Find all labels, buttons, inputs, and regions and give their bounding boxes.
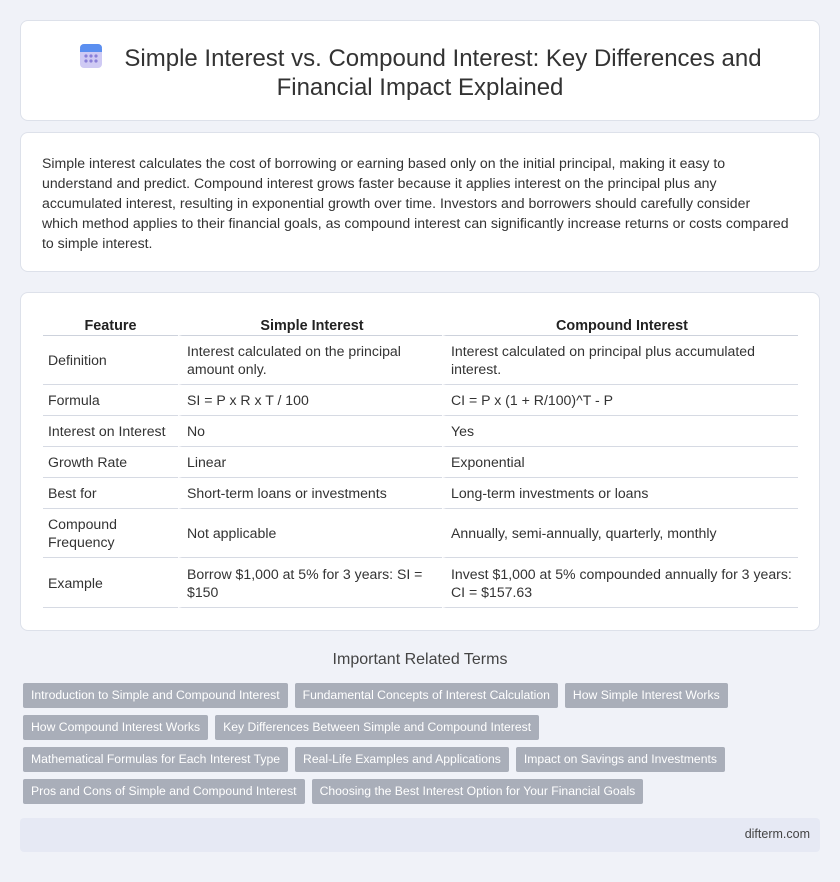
row-label: Definition [43, 336, 178, 385]
table-row [43, 478, 798, 509]
footer-bar [20, 818, 820, 852]
compound-value: Interest calculated on principal plus accumulated interest. [442, 336, 798, 385]
summary-card [20, 132, 820, 272]
related-term-link[interactable]: How Compound Interest Works [23, 715, 208, 740]
simple-value: SI = P x R x T / 100 [178, 385, 442, 416]
title-line-1: Simple Interest vs. Compound Interest: Key Differences and [124, 45, 762, 72]
related-term-link[interactable]: How Simple Interest Works [565, 683, 728, 708]
summary-paragraph: Simple interest calculates the cost of borrowing or earning based only on the initial principal, making it easy to understand and predict. Compound interest grows faster because it applies interest on the principal plus any accumulated interest, resulting in exponential growth over time. Investors and borrowers should carefully consider which method applies to their financial goals, as compound interest can significantly increase returns or costs compared to simple interest. [42, 155, 789, 251]
page-title [21, 43, 819, 102]
comparison-card [20, 292, 820, 631]
calculator-icon [78, 43, 104, 69]
table-row [43, 385, 798, 416]
comparison-table [43, 315, 798, 608]
compound-value: Invest $1,000 at 5% compounded annually for 3 years: CI = $157.63 [442, 558, 798, 608]
compound-value: Annually, semi-annually, quarterly, monthly [442, 509, 798, 558]
compound-value: Long-term investments or loans [442, 478, 798, 509]
simple-value: Not applicable [178, 509, 442, 558]
compound-value: Yes [442, 416, 798, 447]
row-label: Interest on Interest [43, 416, 178, 447]
table-row [43, 558, 798, 608]
simple-value: No [178, 416, 442, 447]
related-term-link[interactable]: Choosing the Best Interest Option for Your Financial Goals [312, 779, 644, 804]
simple-value: Interest calculated on the principal amount only. [178, 336, 442, 385]
related-term-link[interactable]: Impact on Savings and Investments [516, 747, 725, 772]
row-label: Growth Rate [43, 447, 178, 478]
row-label: Example [43, 558, 178, 608]
table-row [43, 509, 798, 558]
row-label: Best for [43, 478, 178, 509]
related-terms-list [23, 683, 803, 811]
related-term-link[interactable]: Pros and Cons of Simple and Compound Interest [23, 779, 305, 804]
site-credit[interactable]: difterm.com [744, 827, 810, 841]
compound-value: CI = P x (1 + R/100)^T - P [442, 385, 798, 416]
related-term-link[interactable]: Fundamental Concepts of Interest Calculation [295, 683, 558, 708]
simple-value: Borrow $1,000 at 5% for 3 years: SI = $150 [178, 558, 442, 608]
related-term-link[interactable]: Introduction to Simple and Compound Interest [23, 683, 288, 708]
header-simple-interest: Simple Interest [178, 315, 442, 336]
header-feature: Feature [43, 315, 178, 336]
table-header-row [43, 315, 798, 336]
table-row [43, 416, 798, 447]
related-term-link[interactable]: Key Differences Between Simple and Compound Interest [215, 715, 539, 740]
compound-value: Exponential [442, 447, 798, 478]
row-label: Formula [43, 385, 178, 416]
title-card [20, 20, 820, 121]
simple-value: Linear [178, 447, 442, 478]
simple-value: Short-term loans or investments [178, 478, 442, 509]
related-terms-heading: Important Related Terms [332, 651, 508, 668]
row-label: Compound Frequency [43, 509, 178, 558]
table-row [43, 336, 798, 385]
header-compound-interest: Compound Interest [442, 315, 798, 336]
related-term-link[interactable]: Mathematical Formulas for Each Interest Type [23, 747, 288, 772]
related-term-link[interactable]: Real-Life Examples and Applications [295, 747, 509, 772]
title-line-2: Financial Impact Explained [276, 74, 564, 101]
table-row [43, 447, 798, 478]
